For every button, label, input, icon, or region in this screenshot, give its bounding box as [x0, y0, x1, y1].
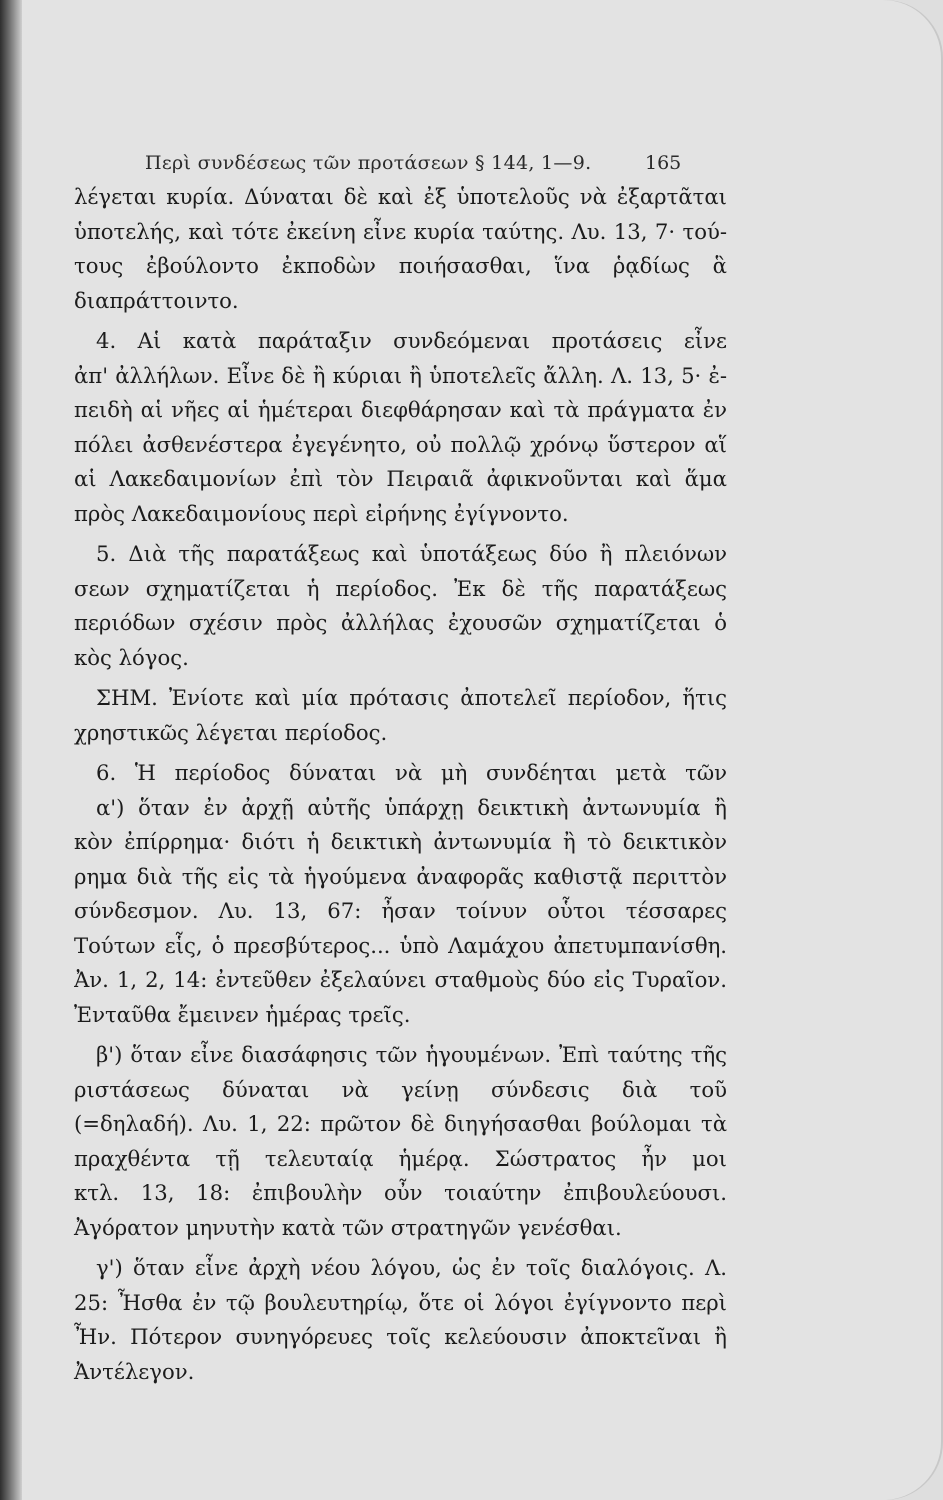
text-line: ρημα διὰ τῆς εἰς τὰ ἡγούμενα ἀναφορᾶς καθιστᾷ περιττὸν — [74, 863, 727, 889]
text-line: β') ὅταν εἶνε διασάφησις τῶν ἡγουμένων. Ἐπὶ ταύτης τῆς — [96, 1042, 727, 1067]
text-line: ΣΗΜ. Ἐνίοτε καὶ μία πρότασις ἀποτελεῖ περίοδον, ἥτις — [96, 685, 727, 710]
text-line: πρὸς Λακεδαιμονίους περὶ εἰρήνης ἐγίγνοντο. — [74, 500, 569, 526]
book-binding-edge — [0, 0, 22, 1500]
text-line: κτλ. 13, 18: ἐπιβουλὴν οὖν τοιαύτην ἐπιβουλεύουσι. — [74, 1180, 727, 1205]
text-line: ὑποτελής, καὶ τότε ἐκείνη εἶνε κυρία ταύτης. Λυ. 13, 7· τού- — [74, 218, 727, 244]
header-title: Περὶ συνδέσεως τῶν προτάσεων § 144, 1—9. — [145, 152, 592, 174]
text-line: Ἐνταῦθα ἔμεινεν ἡμέρας τρεῖς. — [74, 1001, 411, 1027]
text-line: λέγεται κυρία. Δύναται δὲ καὶ ἐξ ὑποτελοῦς νὰ ἐξαρτᾶται — [74, 184, 727, 209]
text-line: γ') ὅταν εἶνε ἀρχὴ νέου λόγου, ὡς ἐν τοῖς διαλόγοις. Λ. — [96, 1255, 727, 1280]
page-content — [22, 0, 943, 1500]
text-line: 4. Αἱ κατὰ παράταξιν συνδεόμεναι προτάσεις εἶνε — [96, 328, 727, 353]
text-line: Ἀν. 1, 2, 14: ἐντεῦθεν ἐξελαύνει σταθμοὺς δύο εἰς Τυραῖον. — [74, 967, 727, 992]
text-line: αἱ Λακεδαιμονίων ἐπὶ τὸν Πειραιᾶ ἀφικνοῦνται καὶ ἅμα — [74, 466, 727, 491]
body-text — [74, 180, 727, 1389]
text-line: σεων σχηματίζεται ἡ περίοδος. Ἐκ δὲ τῆς παρατάξεως — [74, 575, 727, 601]
text-line: Ἀντέλεγον. — [74, 1358, 195, 1384]
text-line: σύνδεσμον. Λυ. 13, 67: ἦσαν τοίνυν οὗτοι τέσσαρες — [74, 898, 727, 923]
text-line: τους ἐβούλοντο ἐκποδὼν ποιήσασθαι, ἵνα ῥᾳδίως ἃ — [74, 253, 727, 278]
text-line: κὸς λόγος. — [74, 644, 189, 670]
text-line: ριστάσεως δύναται νὰ γείνῃ σύνδεσις διὰ τοῦ — [74, 1076, 727, 1102]
text-line: χρηστικῶς λέγεται περίοδος. — [74, 719, 388, 745]
text-line: 5. Διὰ τῆς παρατάξεως καὶ ὑποτάξεως δύο ἢ πλειόνων — [96, 541, 727, 566]
text-line: α') ὅταν ἐν ἀρχῇ αὐτῆς ὑπάρχῃ δεικτικὴ ἀντωνυμία ἢ — [96, 794, 727, 820]
text-line: (=δηλαδή). Λυ. 1, 22: πρῶτον δὲ διηγήσασθαι βούλομαι τὰ — [74, 1111, 727, 1136]
text-line: πειδὴ αἱ νῆες αἱ ἡμέτεραι διεφθάρησαν καὶ τὰ πράγματα ἐν — [74, 397, 727, 422]
text-line: Ἦν. Πότερον συνηγόρευες τοῖς κελεύουσιν ἀποκτεῖναι ἢ — [74, 1324, 727, 1349]
page-number: 165 — [645, 152, 682, 174]
text-line: περιόδων σχέσιν πρὸς ἀλλήλας ἐχουσῶν σχηματίζεται ὁ — [74, 610, 727, 635]
running-header — [22, 152, 943, 182]
text-line: 6. Ἡ περίοδος δύναται νὰ μὴ συνδέηται μετὰ τῶν — [96, 760, 727, 785]
text-line: Τούτων εἷς, ὁ πρεσβύτερος... ὑπὸ Λαμάχου ἀπετυμπανίσθη. — [74, 932, 727, 958]
text-line: διαπράττοιντο. — [74, 287, 239, 313]
text-line: ἀπ' ἀλλήλων. Εἶνε δὲ ἢ κύριαι ἢ ὑποτελεῖς ἄλλη. Λ. 13, 5· ἐ- — [74, 362, 727, 388]
text-line: πραχθέντα τῇ τελευταίᾳ ἡμέρᾳ. Σώστρατος ἦν μοι — [74, 1145, 727, 1171]
text-line: 25: Ἦσθα ἐν τῷ βουλευτηρίῳ, ὅτε οἱ λόγοι ἐγίγνοντο περὶ — [74, 1289, 727, 1315]
text-line: πόλει ἀσθενέστερα ἐγεγένητο, οὐ πολλῷ χρόνῳ ὕστερον αἵ — [74, 431, 727, 457]
text-line: κὸν ἐπίρρημα· διότι ἡ δεικτικὴ ἀντωνυμία ἢ τὸ δεικτικὸν — [74, 829, 727, 854]
text-line: Ἀγόρατον μηνυτὴν κατὰ τῶν στρατηγῶν γενέσθαι. — [74, 1214, 622, 1240]
